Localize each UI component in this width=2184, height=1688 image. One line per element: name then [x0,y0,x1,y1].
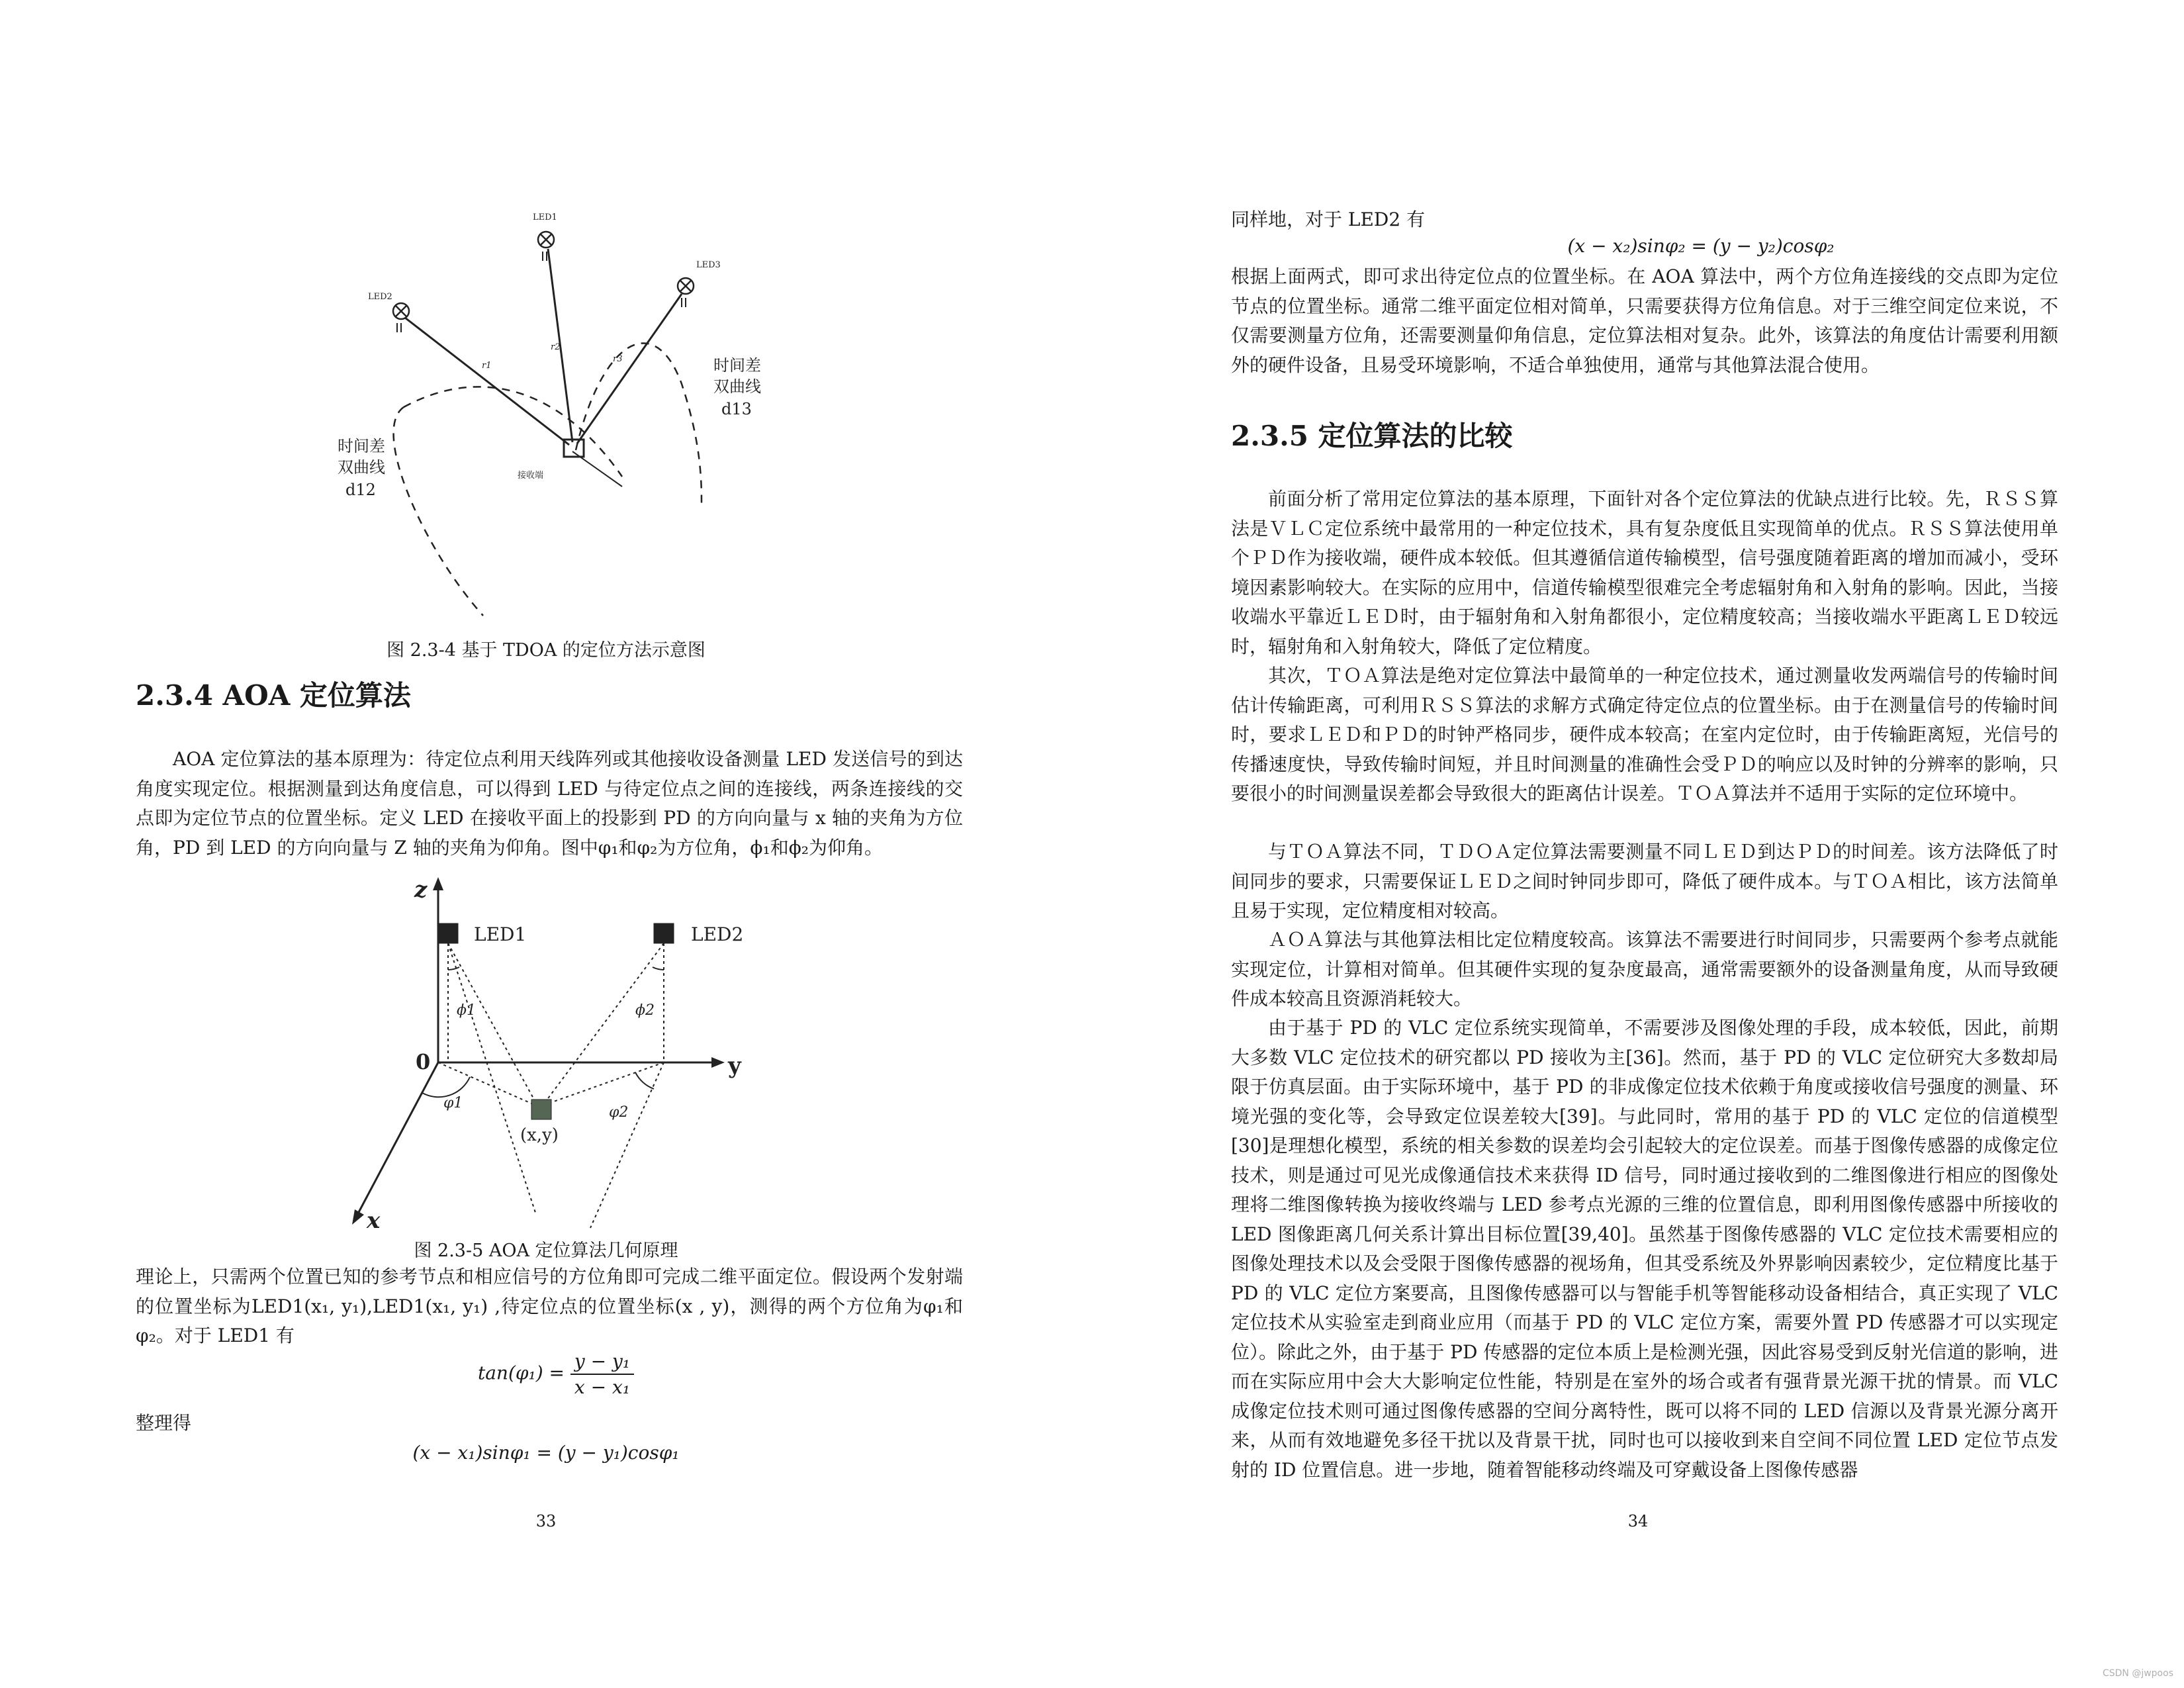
led1-label: LED1 [474,923,527,945]
aoa-figure [344,870,754,1234]
right-page [1092,0,2184,1688]
led2-label: LED2 [691,923,744,945]
target-point-box [531,1100,551,1119]
para-comparison-rss: 前面分析了常用定位算法的基本原理，下面针对各个定位算法的优缺点进行比较。先，ＲＳＳ算法是ＶＬＣ定位系统中最常用的一种定位技术，具有复杂度低且实现简单的优点。ＲＳＳ算法使用单个ＰＤ作为接收端，硬件成本较低。但其遵循信道传输模型，信号强度随着距离的增加而减小，受环境因素影响较大。在实际的应用中，信道传输模型很难完全考虑辐射角和入射角的影响。因此，当接收端水平靠近ＬＥＤ时，由于辐射角和入射角都很小，定位精度较高；当接收端水平距离ＬＥＤ较远时，辐射角和入射角较大，降低了定位精度。 [1231,488,2058,657]
d12-line-3: d12 [345,481,376,499]
led1-label: LED1 [533,212,557,222]
section-heading-2-3-4: 2.3.4 AOA 定位算法 [136,679,411,712]
z-axis-label: z [414,876,428,903]
page-number-left: 33 [535,1512,557,1530]
para-comparison-toa: 其次，ＴＯＡ算法是绝对定位算法中最简单的一种定位技术，通过测量收发两端信号的传输时间估计传输距离，可利用ＲＳＳ算法的求解方式确定待定位点的位置坐标。由于在测量信号的传输时间时，要求ＬＥＤ和ＰＤ的时钟严格同步，硬件成本较高；在室内定位时，由于传输距离短，光信号的传播速度快，导致传输时间短，并且时间测量的准确性会受ＰＤ的响应以及时钟的分辨率的影响，只要很小的时间测量误差都会导致很大的距离估计误差。ＴＯＡ算法并不适用于实际的定位环境中。 [1231,665,2058,804]
d12-line-2: 双曲线 [338,458,385,477]
formula-tan-left: tan(φ₁) = [477,1362,565,1384]
receiver-label: 接收端 [518,471,544,481]
led2-label: LED2 [368,292,392,302]
para-theory: 理论上，只需两个位置已知的参考节点和相应信号的方位角即可完成二维平面定位。假设两个发射端的位置坐标为LED1(x₁, y₁),LED1(x₁, y₁) ,待定位点的位置坐标(x , y)，测得的两个方位角为φ₁和φ₂。对于 LED1 有 [136,1266,963,1346]
phi2-label: ϕ2 [635,1002,655,1019]
target-point-label: (x,y) [520,1125,559,1145]
para-pd-vs-image-sensor: 由于基于 PD 的 VLC 定位系统实现简单，不需要涉及图像处理的手段，成本较低，因此，前期大多数 VLC 定位技术的研究都以 PD 接收为主[36]。然而，基于 PD 的 VLC 定位研究大多数却局限于仿真层面。由于实际环境中，基于 PD 的非成像定位技术依赖于角度或接收信号强度的测量、环境光强的变化等，会导致定位误差较大[39]。与此同时，常用的基于 PD 的 VLC 定位的信道模型[30]是理想化模型，系统的相关参数的误差均会引起较大的定位误差。而基于图像传感器的成像定位技术，则是通过可见光成像通信技术来获得 ID 信号，同时通过接收到的二维图像进行相应的图像处理将二维图像转换为接收终端与 LED 参考点光源的三维的位置信息，即利用图像传感器中所接收的 LED 图像距离几何关系计算出目标位置[39,40]。虽然基于图像传感器的 VLC 定位技术需要相应的图像处理技术以及会受限于图像传感器的视场角，但其受系统及外界影响因素较少，定位精度比基于 PD 的 VLC 定位方案要高，且图像传感器可以与智能手机等智能移动设备相结合，真正实现了 VLC 定位技术从实验室走到商业应用（而基于 PD 的 VLC 定位方案，需要外置 PD 传感器才可以实现定位）。除此之外，由于基于 PD 传感器的定位本质上是检测光强，因此容易受到反射光信道的影响，进而在实际应用中会大大影响定位性能，特别是在室外的场合或者有强背景光源干扰的情景。而 VLC 成像定位技术则可通过图像传感器的空间分离特性，既可以将不同的 LED 信源以及背景光源分离开来，从而有效地避免多径干扰以及背景干扰，同时也可以接收到来自空间不同位置 LED 定位节点发射的 ID 位置信息。进一步地，随着智能移动终端及可穿戴设备上图像传感器 [1231,1017,2058,1481]
led2-box [654,923,674,943]
r2-label: r2 [551,342,561,352]
formula-tan-fraction [570,1350,634,1398]
led1-box [438,923,458,943]
section-heading-2-3-5: 2.3.5 定位算法的比较 [1231,420,1513,452]
formula-2: (x − x₂)sinφ₂ = (y − y₂)cosφ₂ [1567,235,1835,257]
d13-line-1: 时间差 [713,356,761,375]
x-axis-label: x [367,1207,381,1234]
led3-label: LED3 [696,260,721,270]
d13-line-3: d13 [721,400,752,418]
watermark: CSDN @jwpoos [2102,1668,2173,1679]
page-number-right: 34 [1627,1512,1649,1530]
varphi2-label: φ2 [609,1104,629,1121]
phi1-label: ϕ1 [457,1002,476,1019]
formula-tan [424,1350,688,1398]
r3-label: r3 [613,354,623,364]
r1-label: r1 [482,361,492,371]
tdoa-figure [311,205,761,629]
d13-line-2: 双曲线 [713,377,761,396]
fig-aoa-caption: 图 2.3-5 AOA 定位算法几何原理 [414,1241,678,1261]
para-aoa-principle: AOA 定位算法的基本原理为：待定位点利用天线阵列或其他接收设备测量 LED 发送信号的到达角度实现定位。根据测量到达角度信息，可以得到 LED 与待定位点之间的连接线，两条连接线的交点即为定位节点的位置坐标。定义 LED 在接收平面上的投影到 PD 的方向向量与 x 轴的夹角为方位角，PD 到 LED 的方向向量与 Z 轴的夹角为仰角。图中φ₁和φ₂为方位角，ϕ₁和ϕ₂为仰角。 [136,748,963,859]
formula-1: (x − x₁)sinφ₁ = (y − y₁)cosφ₁ [412,1442,680,1464]
formula-tan-denominator: x − x₁ [574,1376,630,1398]
text-tongyang: 同样地，对于 LED2 有 [1231,209,1426,230]
text-zhengli: 整理得 [136,1412,192,1434]
origin-label: 0 [416,1049,431,1074]
fig-tdoa-caption: 图 2.3-4 基于 TDOA 的定位方法示意图 [387,640,705,661]
formula-tan-numerator: y − y₁ [570,1350,634,1375]
para-comparison-aoa: ＡＯＡ算法与其他算法相比定位精度较高。该算法不需要进行时间同步，只需要两个参考点就能实现定位，计算相对简单。但其硬件实现的复杂度最高，通常需要额外的设备测量角度，从而导致硬件成本较高且资源消耗较大。 [1231,929,2058,1009]
para-result: 根据上面两式，即可求出待定位点的位置坐标。在 AOA 算法中，两个方位角连接线的交点即为定位节点的位置坐标。通常二维平面定位相对简单，只需要获得方位角信息。对于三维空间定位来说，不仅需要测量方位角，还需要测量仰角信息，定位算法相对复杂。此外，该算法的角度估计需要利用额外的硬件设备，且易受环境影响，不适合单独使用，通常与其他算法混合使用。 [1231,265,2058,376]
para-comparison-tdoa: 与ＴＯＡ算法不同，ＴＤＯＡ定位算法需要测量不同ＬＥＤ到达ＰＤ的时间差。该方法降低了时间同步的要求，只需要保证ＬＥＤ之间时钟同步即可，降低了硬件成本。与ＴＯＡ相比，该方法简单且易于实现，定位精度相对较高。 [1231,841,2058,921]
y-axis-label: y [728,1053,741,1079]
varphi1-label: φ1 [443,1095,463,1111]
d12-line-1: 时间差 [338,437,385,455]
